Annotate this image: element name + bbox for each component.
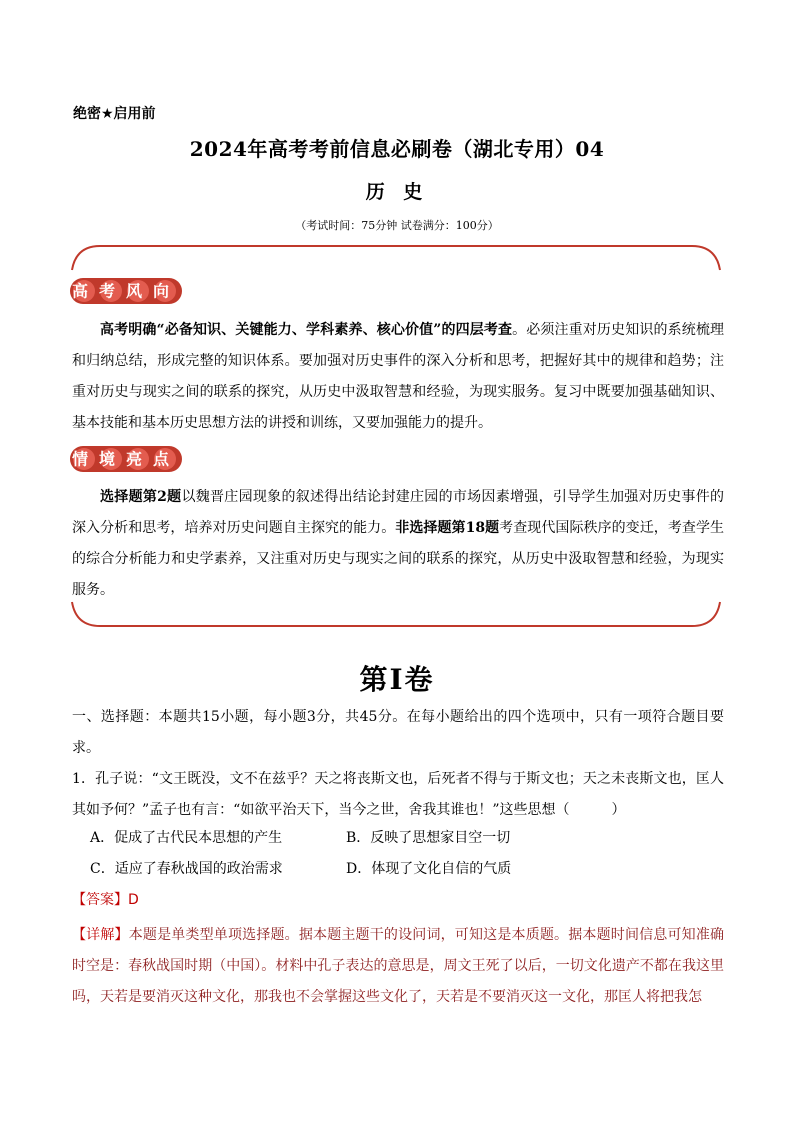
question-stem: 1．孔子说：“文王既没，文不在兹乎？天之将丧斯文也，后死者不得与于斯文也；天之未丧斯文也，匡人其如予何？”孟子也有言：“如欲平治天下，当今之世，舍我其谁也！”这些思想（ ） [72, 771, 724, 818]
answer-line [72, 889, 139, 909]
highlight-bold-2: 非选择题第18题 [395, 520, 500, 536]
trend-body: 。必须注重对历史知识的系统梳理和归纳总结，形成完整的知识体系。要加强对历史事件的深入分析和思考，把握好其中的规律和趋势；注重对历史与现实之间的联系的探究，从历史中汲取智慧和经验，为现实服务。复习中既要加强基础知识、基本技能和基本历史思想方法的讲授和训练，又要加强能力的提升。 [72, 322, 724, 431]
subject-title: 历 史 [365, 181, 429, 203]
detail-explanation [72, 920, 724, 1013]
highlight-text-1: 以魏晋庄园现象的叙述得出结论封建庄园的市场因素增强，引导学生加强对历史事件的深入分析和思考，培养对历史问题自主探究的能力。 [72, 489, 724, 536]
option-c: C．适应了春秋战国的政治需求 [90, 861, 283, 877]
page-title: 2024年高考考前信息必刷卷（湖北专用）04 [189, 137, 605, 161]
highlight-bold-1: 选择题第2题 [100, 489, 182, 505]
part-title: 第I卷 [359, 663, 435, 696]
section-highlights-paragraph [72, 482, 724, 606]
highlight-text-2: 考查现代国际秩序的变迁，考查学生的综合分析能力和史学素养，又注重对历史与现实之间的联系的探究，从历史中汲取智慧和经验，为现实服务。 [72, 520, 725, 598]
answer-value: D [128, 892, 139, 908]
exam-info: （考试时间：75分钟 试卷满分：100分） [295, 219, 499, 232]
confidential-label: 绝密★启用前 [73, 106, 156, 122]
badge-trend-text: 高考风向 [71, 281, 181, 301]
section-badge-highlights [70, 446, 182, 472]
option-b: B．反映了思想家目空一切 [346, 830, 511, 846]
badge-highlights-text: 情境亮点 [71, 449, 181, 469]
detail-label: 【详解】 [72, 927, 129, 943]
option-d: D．体现了文化自信的气质 [346, 861, 512, 877]
detail-text: 本题是单类型单项选择题。据本题主题干的设问词，可知这是本质题。据本题时间信息可知准确时空是：春秋战国时期（中国）。材料中孔子表达的意思是，周文王死了以后，一切文化遗产不都在我这里吗，天若是要消灭这种文化，那我也不会掌握这些文化了，天若是不要消灭这一文化，那匡人将把我怎 [72, 927, 725, 1005]
option-a: A．促成了古代民本思想的产生 [90, 830, 283, 846]
section-instructions: 一、选择题：本题共15小题，每小题3分，共45分。在每小题给出的四个选项中，只有一项符合题目要求。 [72, 709, 724, 756]
section-trend-paragraph [72, 315, 724, 439]
section-badge-trend [70, 278, 182, 304]
answer-label: 【答案】 [72, 892, 128, 908]
trend-bold-lead: 高考明确“必备知识、关键能力、学科素养、核心价值”的四层考查 [100, 322, 513, 338]
